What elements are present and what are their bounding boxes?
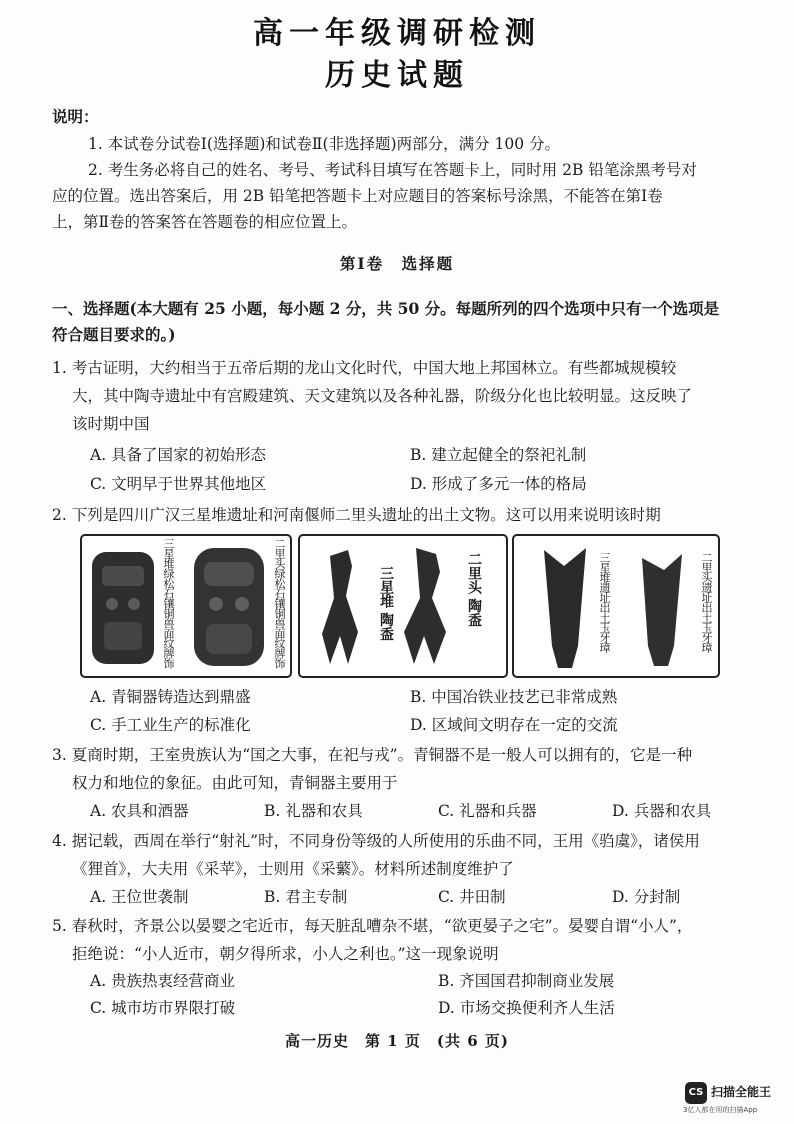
camscanner-logo: CS	[685, 1082, 707, 1104]
img3-right-caption: 二里头遗址出土玉牙璋	[700, 552, 713, 652]
q2-option-d: D. 区域间文明存在一定的交流	[410, 716, 618, 734]
q5-stem-line1: 5. 春秋时，齐景公以晏婴之宅近市，每天脏乱嘈杂不堪，“欲更晏子之宅”。晏婴自谓“小人”，	[52, 917, 693, 935]
section-title: 第Ⅰ卷 选择题	[339, 254, 455, 273]
q5-option-b: B. 齐国国君抑制商业发展	[438, 972, 615, 990]
q4-option-a: A. 王位世袭制	[90, 888, 189, 906]
exam-title: 高一年级调研检测	[253, 16, 541, 51]
q4-stem-line2: 《狸首》，大夫用《采苹》，士则用《采蘩》。材料所述制度维护了	[72, 860, 514, 878]
instruction-2-line1: 2. 考生务必将自己的姓名、考号、考试科目填写在答题卡上，同时用 2B 铅笔涂黑考号对	[88, 161, 697, 179]
q1-stem-line1: 1. 考古证明，大约相当于五帝后期的龙山文化时代，中国大地上邦国林立。有些都城规模较	[52, 359, 677, 377]
camscanner-name: 扫描全能王	[711, 1085, 772, 1099]
instruction-1: 1. 本试卷分试卷Ⅰ(选择题)和试卷Ⅱ(非选择题)两部分，满分 100 分。	[88, 135, 561, 153]
q3-option-a: A. 农具和酒器	[90, 802, 189, 820]
q3-option-d: D. 兵器和农具	[612, 802, 712, 820]
img1-right-caption: 二里头绿松石镶铜兽面纹牌饰	[273, 538, 286, 668]
q5-option-d: D. 市场交换便利齐人生活	[438, 999, 615, 1017]
q4-option-b: B. 君主专制	[264, 888, 348, 906]
q5-option-c: C. 城市坊市界限打破	[90, 999, 236, 1017]
q1-option-b: B. 建立起健全的祭祀礼制	[410, 446, 587, 464]
q1-option-d: D. 形成了多元一体的格局	[410, 475, 587, 493]
section-intro-line1: 一、选择题(本大题有 25 小题，每小题 2 分，共 50 分。每题所列的四个选项中只有一个选项是	[52, 299, 720, 318]
instruction-2-line2: 应的位置。选出答案后，用 2B 铅笔把答题卡上对应题目的答案标号涂黑，不能答在第Ⅰ卷	[52, 187, 663, 205]
img2-right-caption: 二里头 陶盉	[466, 552, 482, 627]
q1-option-a: A. 具备了国家的初始形态	[90, 446, 267, 464]
q3-option-b: B. 礼器和农具	[264, 802, 363, 820]
q5-stem-line2: 拒绝说：“小人近市，朝夕得所求，小人之利也。”这一现象说明	[72, 945, 499, 963]
exam-subtitle: 历史试题	[325, 58, 469, 93]
q4-option-c: C. 井田制	[438, 888, 506, 906]
q3-stem-line2: 权力和地位的象征。由此可知，青铜器主要用于	[72, 774, 398, 792]
q4-option-d: D. 分封制	[612, 888, 681, 906]
img3-left-caption: 三星堆遗址出土玉牙璋	[598, 552, 611, 652]
instruction-2-line3: 上，第Ⅱ卷的答案答在答题卷的相应位置上。	[52, 213, 358, 231]
bronze-plaque-illustration	[82, 536, 290, 676]
q2-image-jade	[512, 534, 720, 678]
img1-left-caption: 三星堆绿松石镶铜兽面纹牌饰	[162, 538, 175, 668]
q3-option-c: C. 礼器和兵器	[438, 802, 537, 820]
q1-option-c: C. 文明早于世界其他地区	[90, 475, 267, 493]
q2-option-b: B. 中国冶铁业技艺已非常成熟	[410, 688, 618, 706]
page-footer: 高一历史 第 1 页 (共 6 页)	[285, 1032, 509, 1050]
instructions-heading: 说明：	[52, 107, 99, 126]
q4-stem-line1: 4. 据记载，西周在举行“射礼”时，不同身份等级的人所使用的乐曲不同，王用《驺虞》，诸侯用	[52, 832, 700, 850]
q2-image-pottery	[298, 534, 508, 678]
camscanner-tagline: 3亿人都在用的扫描App	[683, 1106, 758, 1114]
q2-option-c: C. 手工业生产的标准化	[90, 716, 251, 734]
q2-option-a: A. 青铜器铸造达到鼎盛	[90, 688, 251, 706]
img2-left-caption: 三星堆 陶盉	[378, 566, 394, 641]
q2-image-plaques	[80, 534, 292, 678]
section-intro-line2: 符合题目要求的。)	[52, 325, 176, 344]
q1-stem-line2: 大，其中陶寺遗址中有宫殿建筑、天文建筑以及各种礼器，阶级分化也比较明显。这反映了	[72, 387, 693, 405]
jade-zhang-illustration	[514, 536, 718, 676]
q3-stem-line1: 3. 夏商时期，王室贵族认为“国之大事，在祀与戎”。青铜器不是一般人可以拥有的，它是一种	[52, 746, 693, 764]
q1-stem-line3: 该时期中国	[72, 415, 150, 433]
q5-option-a: A. 贵族热衷经营商业	[90, 972, 236, 990]
q2-stem-line1: 2. 下列是四川广汉三星堆遗址和河南偃师二里头遗址的出土文物。这可以用来说明该时期	[52, 506, 661, 524]
